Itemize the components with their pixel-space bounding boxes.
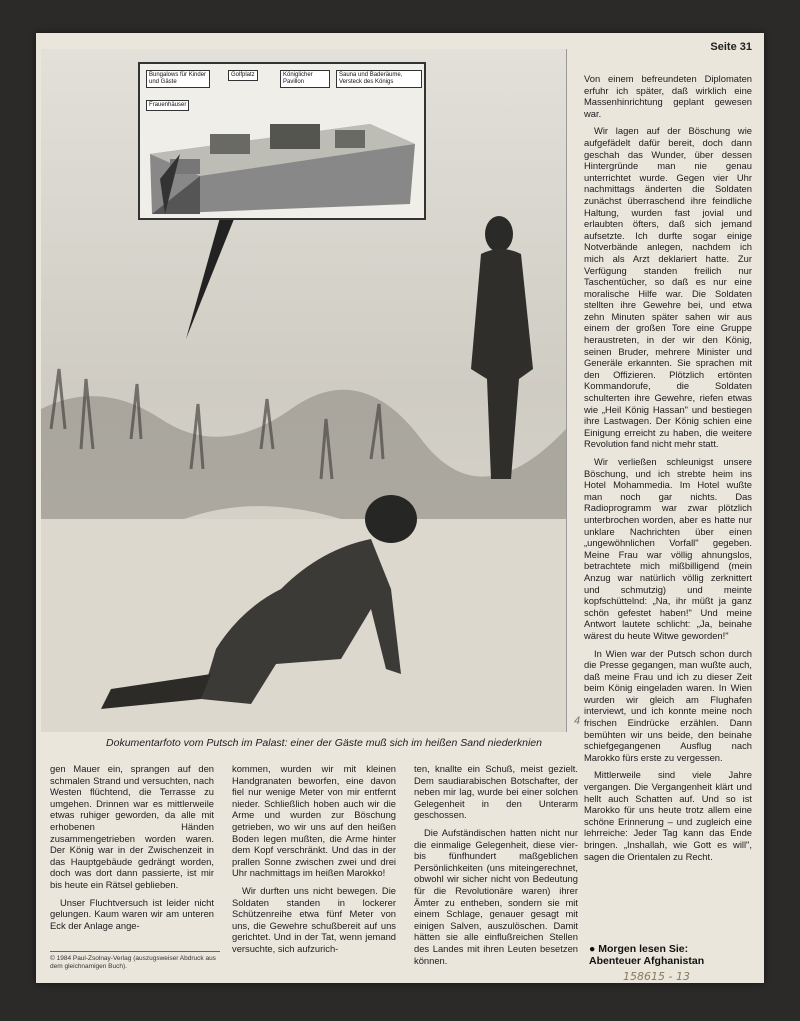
paragraph: Wir verließen schleunigst unsere Böschung, und ich strebte heim ins Hotel Mohammedia. Im Hotel wußte man noch gar nichts. Das Radioprogramm war zwar plötzlich unterbrochen worden, aber es hatte nur unklare Nachrichten über einen „ungewöhnlichen Vorfall" gegeben. Meine Frau war völlig ahnungslos, betrachtete mich mißbilligend (mein Anzug war natürlich völlig zerknittert und schmutzig) und meinte kopfschüttelnd: „Na, ihr müßt ja ganz schön gefestet haben!" Und meine Antwort lautete schlicht: „Ja, beinahe wärest du heute Witwe geworden!" (584, 456, 752, 641)
paragraph: ten, knallte ein Schuß, meist gezielt. Dem saudiarabischen Botschafter, der neben mir lag, wurde bei einer solchen Gelegenheit in den Unterarm geschossen. (414, 763, 578, 821)
paragraph: kommen, wurden wir mit kleinen Handgranaten beworfen, eine davon fiel nur wenige Meter von mir entfernt nieder. Schließlich hoben auch wir die Arme und wurden zur Böschung getrieben, wo wir uns auf den heißen Boden legen mußten, die Arme hinter dem Kopf verschränkt. Und das in der prallen Sonne zwischen zwei und drei Uhr nachmittags im heißen Marokko! (232, 763, 396, 879)
newspaper-clipping (36, 33, 764, 983)
handwritten-archive-number: 158615 - 13 (623, 970, 690, 983)
paragraph: gen Mauer ein, sprangen auf den schmalen Strand und versuchten, nach Westen flüchtend, die Terrasse zu umgehen. Drinnen war es mittlerweile etwas ruhiger geworden, da alle mit erhobenen Händen zusammengetrieben worden waren. Der König war in der Zwischenzeit in das Hauptgebäude gedrängt worden, doch was dort dann passierte, ist mir bis heute ein Rätsel geblieben. (50, 763, 214, 890)
bottom-column-1 (50, 763, 214, 937)
photo-caption: Dokumentarfoto vom Putsch im Palast: einer der Gäste muß sich im heißen Sand niederknien (106, 737, 542, 749)
right-column (584, 73, 752, 868)
paragraph: Wir durften uns nicht bewegen. Die Soldaten standen in lockerer Schützenreihe etwa fünf Meter von uns, die Gewehre schußbereit auf uns gerichtet. Und in der Tat, wenn jemand versuchte, sich aufzurich- (232, 884, 396, 954)
paragraph: In Wien war der Putsch schon durch die Presse gegangen, man wußte auch, daß meine Frau und ich zu dieser Zeit beim König eingeladen waren. In Wien wurden wir gleich am Flughafen interviewt, und ich konnte meine noch frischen Eindrücke erzählen. Dann bemühten wir uns beide, den beinahe schiefgegangenen Ausflug nach Marokko fürs erste zu vergessen. (584, 647, 752, 763)
paragraph: Mittlerweile sind viele Jahre vergangen. Die Vergangenheit klärt und hellt auch Schatten auf. Und so ist Marokko für uns heute trotz allem eine schöne Erinnerung – und zugleich eine lehrreiche: Jeder Tag kann das Ende bringen. „Inshallah, wie Gott es will", sagen die Orientalen zu Recht. (584, 769, 752, 862)
label-pavillon: Königlicher Pavillon (280, 70, 330, 88)
palace-diagram-inset (138, 62, 426, 220)
teaser-line: ● Morgen lesen Sie: (589, 943, 689, 955)
bottom-column-2 (232, 763, 396, 961)
teaser-title: Abenteuer Afghanistan (589, 955, 705, 967)
label-bungalows: Bungalows für Kinder und Gäste (146, 70, 210, 88)
margin-mark: 4 (574, 715, 581, 727)
documentary-photo (41, 49, 567, 732)
copyright-credit: © 1984 Paul-Zsolnay-Verlag (auszugsweiser Abdruck aus dem gleichnamigen Buch). (50, 951, 220, 971)
paragraph: Von einem befreundeten Diplomaten erfuhr ich später, daß wirklich eine Massenhinrichtung geplant gewesen war. (584, 73, 752, 119)
paragraph: Die Aufständischen hatten nicht nur die einmalige Gelegenheit, diese vier- bis fünfhundert maßgeblichen Persönlichkeiten (uns miteingerechnet, obwohl wir sicher nicht von Bedeutung für die Revolutionäre waren) ihrer Ämter zu entheben, sondern sie mit einem Schlage, genauer gesagt mit einigen Salven, auszulöschen. Damit hätten sie alle einflußreichen Stellen des Landes mit ihren Leuten besetzen können. (414, 826, 578, 966)
page-number: Seite 31 (710, 41, 752, 53)
paragraph: Unser Fluchtversuch ist leider nicht gelungen. Kaum waren wir am unteren Eck der Anlage ange- (50, 896, 214, 931)
next-episode-teaser (589, 943, 759, 967)
label-frauenhaeuser: Frauenhäuser (146, 100, 189, 111)
label-golfplatz: Golfplatz (228, 70, 258, 81)
bottom-column-3 (414, 763, 578, 972)
label-sauna: Sauna und Baderäume, Versteck des Königs (336, 70, 422, 88)
paragraph: Wir lagen auf der Böschung wie aufgefädelt dafür bereit, doch dann geschah das Wunder, über dessen Hintergründe man nie genau unterrichtet wurde. Gegen vier Uhr nachmittags änderten die Soldaten zunächst überraschend ihre feindliche Haltung, wurden fast jovial und erlaubten öfters, daß sich jemand aufsetzte. Ich durfte sogar einige Notverbände anlegen, nachdem ich mich als Arzt deklariert hatte. Zur Verfügung standen freilich nur Taschentücher, so daß es nur eine moralische Hilfe war. Die Soldaten stellten ihre Gewehre bei, und etwa zehn Minuten später sahen wir aus einem der großen Tore eine Gruppe heraustreten, in der wir den König, seinen Bruder, mehrere Minister und Generäle erkannten. Sie sprachen mit den Offizieren. Plötzlich ertönten Kommandorufe, die Soldaten schulterten ihre Gewehre, riefen etwas wie „Heil König Hassan" und bestiegen ihre Lastwagen. Der König schien eine Einigung erreicht zu haben, die weitere Revolution fand nicht mehr statt. (584, 125, 752, 450)
